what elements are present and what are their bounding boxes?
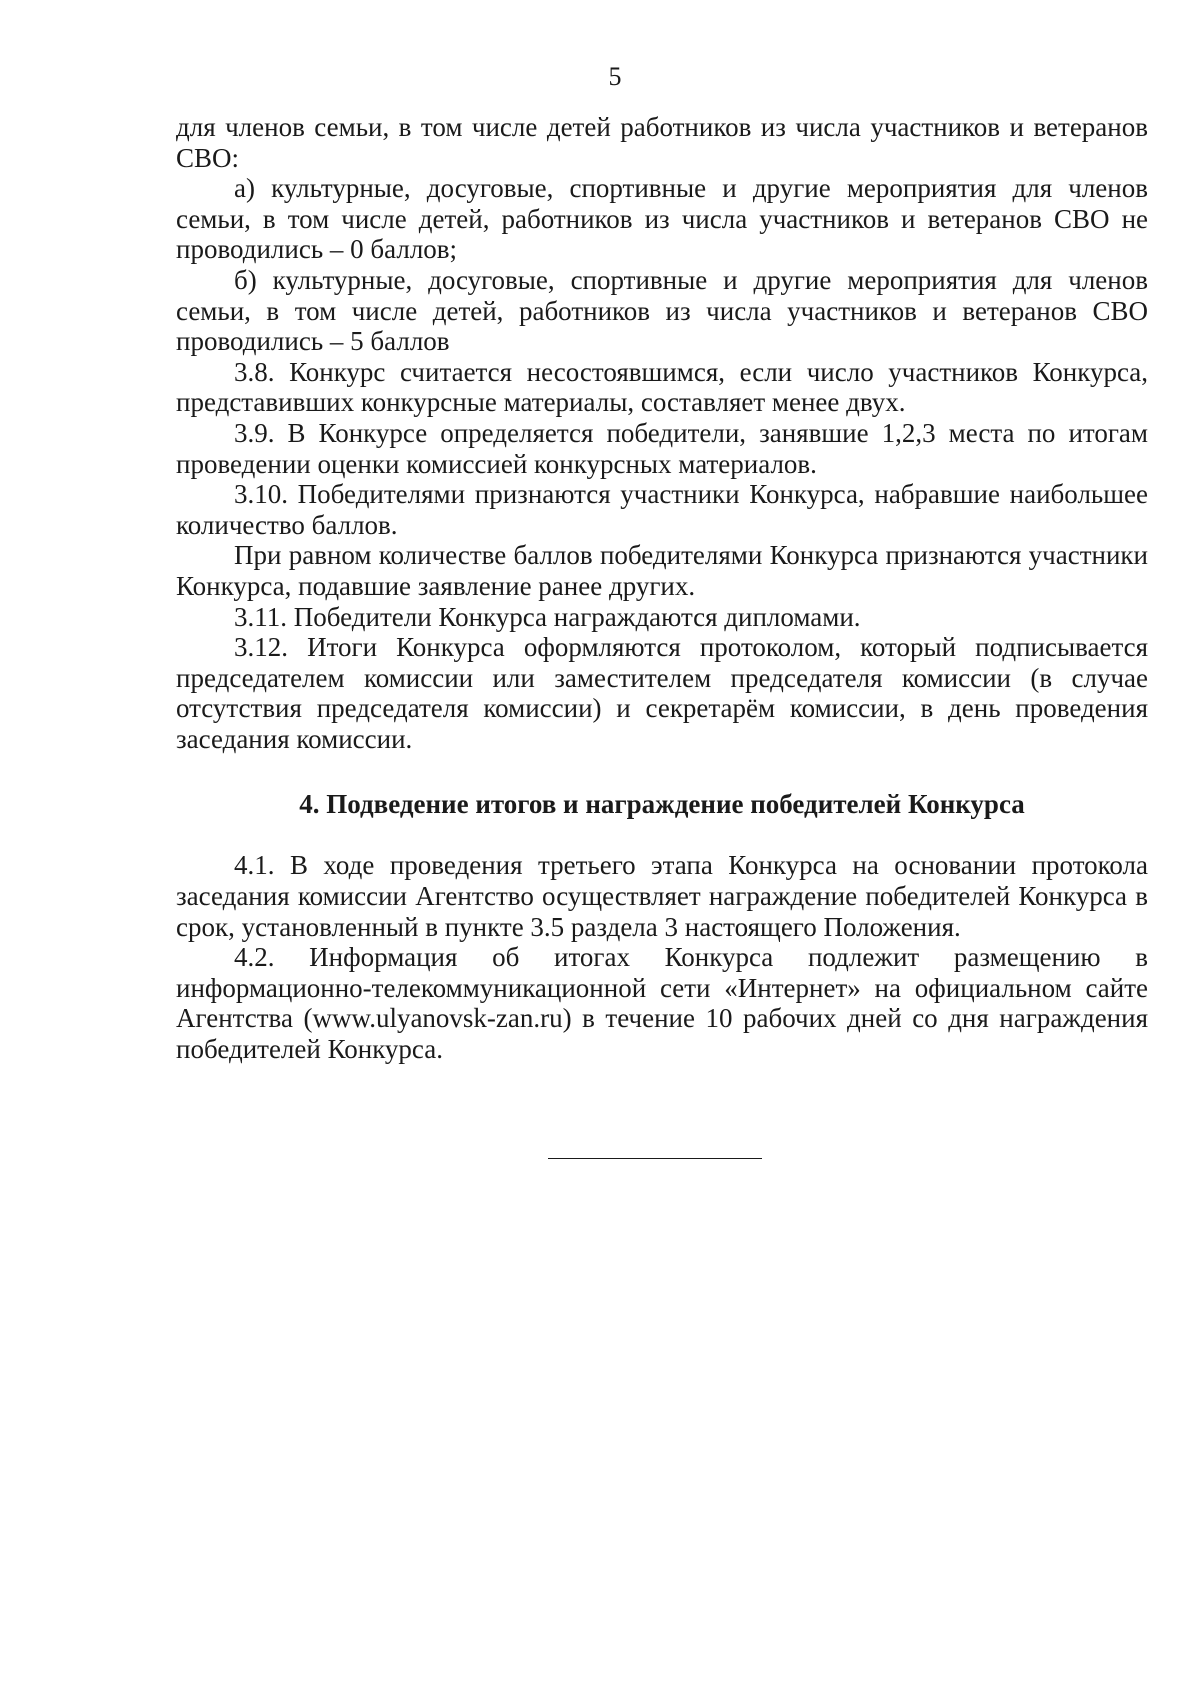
paragraph-3-10: 3.10. Победителями признаются участники Конкурса, набравшие наибольшее количество баллов. (176, 479, 1148, 540)
section-3-continuation (176, 112, 1148, 754)
paragraph-4-1: 4.1. В ходе проведения третьего этапа Конкурса на основании протокола заседания комиссии Агентство осуществляет награждение победителей Конкурса в срок, установленный в пункте 3.5 раздела 3 настоящего Положения. (176, 850, 1148, 942)
section-4 (176, 850, 1148, 1064)
paragraph-intro: для членов семьи, в том числе детей работников из числа участников и ветеранов СВО: (176, 112, 1148, 173)
paragraph-3-11: 3.11. Победители Конкурса награждаются дипломами. (234, 601, 861, 632)
document-body (176, 112, 1148, 1065)
end-of-document-rule (548, 1158, 762, 1159)
section-4-heading: 4. Подведение итогов и награждение победителей Конкурса (299, 789, 1025, 820)
paragraph-item-b: б) культурные, досуговые, спортивные и другие мероприятия для членов семьи, в том числе детей, работников из числа участников и ветеранов СВО проводились – 5 баллов (176, 264, 1148, 357)
paragraph-4-2: 4.2. Информация об итогах Конкурса подлежит размещению в информационно-телекоммуникационной сети «Интернет» на официальном сайте Агентства (www.ulyanovsk-zan.ru) в течение 10 рабочих дней со дня награждения победителей Конкурса. (176, 942, 1148, 1065)
paragraph-3-12: 3.12. Итоги Конкурса оформляются протоколом, который подписывается председателем комиссии или заместителем председателя комиссии (в случае отсутствия председателя комиссии) и секретарём комиссии, в день проведения заседания комиссии. (176, 632, 1148, 754)
paragraph-equal-scores: При равном количестве баллов победителями Конкурса признаются участники Конкурса, подавшие заявление ранее других. (176, 540, 1148, 601)
page-number: 5 (608, 62, 622, 91)
end-rule-wrapper (0, 1146, 1200, 1164)
paragraph-3-9: 3.9. В Конкурсе определяется победители, занявшие 1,2,3 места по итогам проведении оценки комиссией конкурсных материалов. (176, 417, 1148, 479)
paragraph-3-8: 3.8. Конкурс считается несостоявшимся, если число участников Конкурса, представивших конкурсные материалы, составляет менее двух. (176, 356, 1148, 418)
paragraph-item-a: а) культурные, досуговые, спортивные и другие мероприятия для членов семьи, в том числе детей, работников из числа участников и ветеранов СВО не проводились – 0 баллов; (176, 173, 1148, 265)
